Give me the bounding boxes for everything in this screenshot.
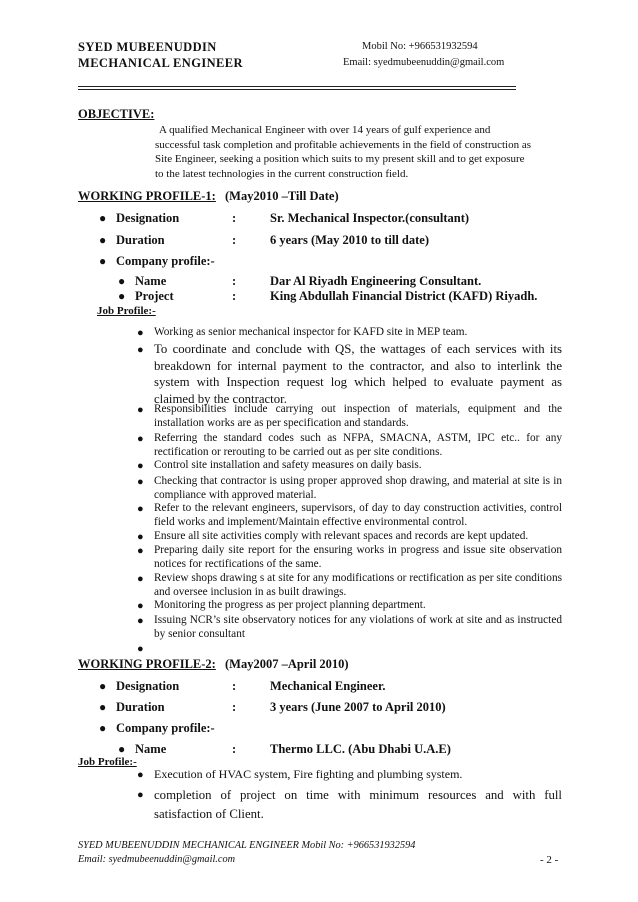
profile1-duration-label: Duration — [116, 233, 165, 247]
list-item: Referring the standard codes such as NFPA, SMACNA, ASTM, IPC etc.. for any rectification or rerouting to be carried out as per site conditions. — [154, 432, 562, 458]
profile2-name-value: Thermo LLC. (Abu Dhabi U.A.E) — [270, 742, 451, 756]
bullet-icon: ● — [137, 615, 144, 627]
bullet-icon: ● — [137, 643, 144, 655]
list-item: Control site installation and safety measures on daily basis. — [154, 459, 422, 471]
objective-line: A qualified Mechanical Engineer with over 14 years of gulf experience and — [159, 124, 491, 136]
profile2-company-label: Company profile:- — [116, 721, 215, 735]
colon: : — [232, 233, 237, 247]
objective-heading: OBJECTIVE: — [78, 107, 155, 121]
objective-line: successful task completion and profitable achievements in the field of construction as — [155, 138, 532, 151]
profile1-name-value: Dar Al Riyadh Engineering Consultant. — [270, 274, 482, 288]
bullet-icon: ● — [137, 327, 144, 339]
bullet-icon: ● — [137, 573, 144, 585]
colon: : — [232, 700, 237, 714]
bullet-icon: ● — [99, 211, 107, 225]
colon: : — [232, 211, 237, 225]
objective-text — [155, 123, 531, 181]
colon: : — [232, 679, 237, 693]
bullet-icon: ● — [118, 289, 126, 303]
bullet-icon: ● — [137, 531, 144, 543]
profile1-heading-row — [78, 189, 339, 204]
profile2-duration-value: 3 years (June 2007 to April 2010) — [270, 700, 446, 714]
profile1-name-label: Name — [135, 274, 167, 288]
list-item: Issuing NCR’s site observatory notices for any violations of work at site and as instructed by senior consultant — [154, 614, 562, 640]
bullet-icon: ● — [137, 433, 144, 445]
profile1-designation-label: Designation — [116, 211, 180, 225]
bullet-icon: ● — [137, 769, 144, 781]
bullet-icon: ● — [137, 404, 144, 416]
footer-email: Email: syedmubeenuddin@gmail.com — [78, 854, 236, 865]
profile1-period: (May2010 –Till Date) — [224, 189, 339, 203]
bullet-icon: ● — [118, 742, 126, 756]
profile1-duration-value: 6 years (May 2010 to till date) — [270, 233, 429, 247]
profile1-project-value: King Abdullah Financial District (KAFD) Riyadh. — [270, 289, 538, 303]
list-item: Monitoring the progress as per project planning department. — [154, 599, 426, 611]
bullet-icon: ● — [137, 476, 144, 488]
profile2-period: (May2007 –April 2010) — [224, 657, 349, 671]
header-title: MECHANICAL ENGINEER — [78, 56, 243, 70]
profile1-company-label: Company profile:- — [116, 254, 215, 268]
list-item: completion of project on time with minimum resources and with full satisfaction of Client. — [154, 788, 562, 821]
colon: : — [232, 742, 237, 756]
header-email: Email: syedmubeenuddin@gmail.com — [343, 57, 505, 68]
list-item: Review shops drawing s at site for any modifications or rectification as per site conditions and oversee inclusion in as built drawings. — [154, 572, 562, 598]
header-mobile: Mobil No: +966531932594 — [362, 41, 478, 52]
bullet-icon: ● — [137, 545, 144, 557]
bullet-icon: ● — [99, 254, 107, 268]
profile2-job-label: Job Profile:- — [78, 756, 137, 768]
list-item: Ensure all site activities comply with relevant spaces and records are kept updated. — [154, 530, 529, 542]
profile2-duration-label: Duration — [116, 700, 165, 714]
bullet-icon: ● — [137, 503, 144, 515]
header-name: SYED MUBEENUDDIN — [78, 40, 217, 54]
list-item: Refer to the relevant engineers, supervisors, of day to day construction activities, control field works and implement/Maintain effective environmental control. — [154, 502, 562, 528]
footer-line1: SYED MUBEENUDDIN MECHANICAL ENGINEER Mobil No: +966531932594 — [78, 840, 416, 851]
profile2-designation-value: Mechanical Engineer. — [270, 679, 386, 693]
profile2-heading-row — [78, 657, 349, 672]
bullet-icon: ● — [99, 679, 107, 693]
profile2-heading: WORKING PROFILE-2: — [78, 657, 216, 671]
list-item: To coordinate and conclude with QS, the wattages of each services with its breakdown for internal payment to the contractor, and also to interlink the system with Inspection request log which helped to evaluate payment as claimed by the contractor. — [154, 342, 562, 406]
list-item: Working as senior mechanical inspector for KAFD site in MEP team. — [154, 326, 468, 338]
objective-line: Site Engineer, seeking a position which suits to my present skill and to get exposure — [155, 153, 525, 165]
list-item: Execution of HVAC system, Fire fighting and plumbing system. — [154, 767, 463, 781]
list-item: Preparing daily site report for the ensuring works in progress and issue site observation notices for rectifications of the same. — [154, 544, 562, 570]
bullet-icon: ● — [99, 700, 107, 714]
bullet-icon: ● — [118, 274, 126, 288]
bullet-icon: ● — [137, 600, 144, 612]
profile2-designation-label: Designation — [116, 679, 180, 693]
profile1-project-label: Project — [135, 289, 174, 303]
page-number: - 2 - — [540, 854, 559, 866]
list-item: Responsibilities include carrying out inspection of materials, equipment and the installation works are as per specification and standards. — [154, 403, 562, 429]
header-divider — [78, 86, 516, 87]
colon: : — [232, 274, 237, 288]
bullet-icon: ● — [99, 721, 107, 735]
header-divider-2 — [78, 89, 516, 90]
profile1-heading: WORKING PROFILE-1: — [78, 189, 216, 203]
profile1-designation-value: Sr. Mechanical Inspector.(consultant) — [270, 211, 470, 225]
list-item: Checking that contractor is using proper approved shop drawing, and material at site is in compliance with approved material. — [154, 475, 562, 501]
bullet-icon: ● — [99, 233, 107, 247]
objective-line: to the latest technologies in the current construction field. — [155, 167, 409, 180]
bullet-icon: ● — [137, 789, 144, 801]
bullet-icon: ● — [137, 344, 144, 356]
colon: : — [232, 289, 237, 303]
bullet-icon: ● — [137, 460, 144, 472]
profile2-name-label: Name — [135, 742, 167, 756]
profile1-job-label: Job Profile:- — [97, 305, 156, 317]
